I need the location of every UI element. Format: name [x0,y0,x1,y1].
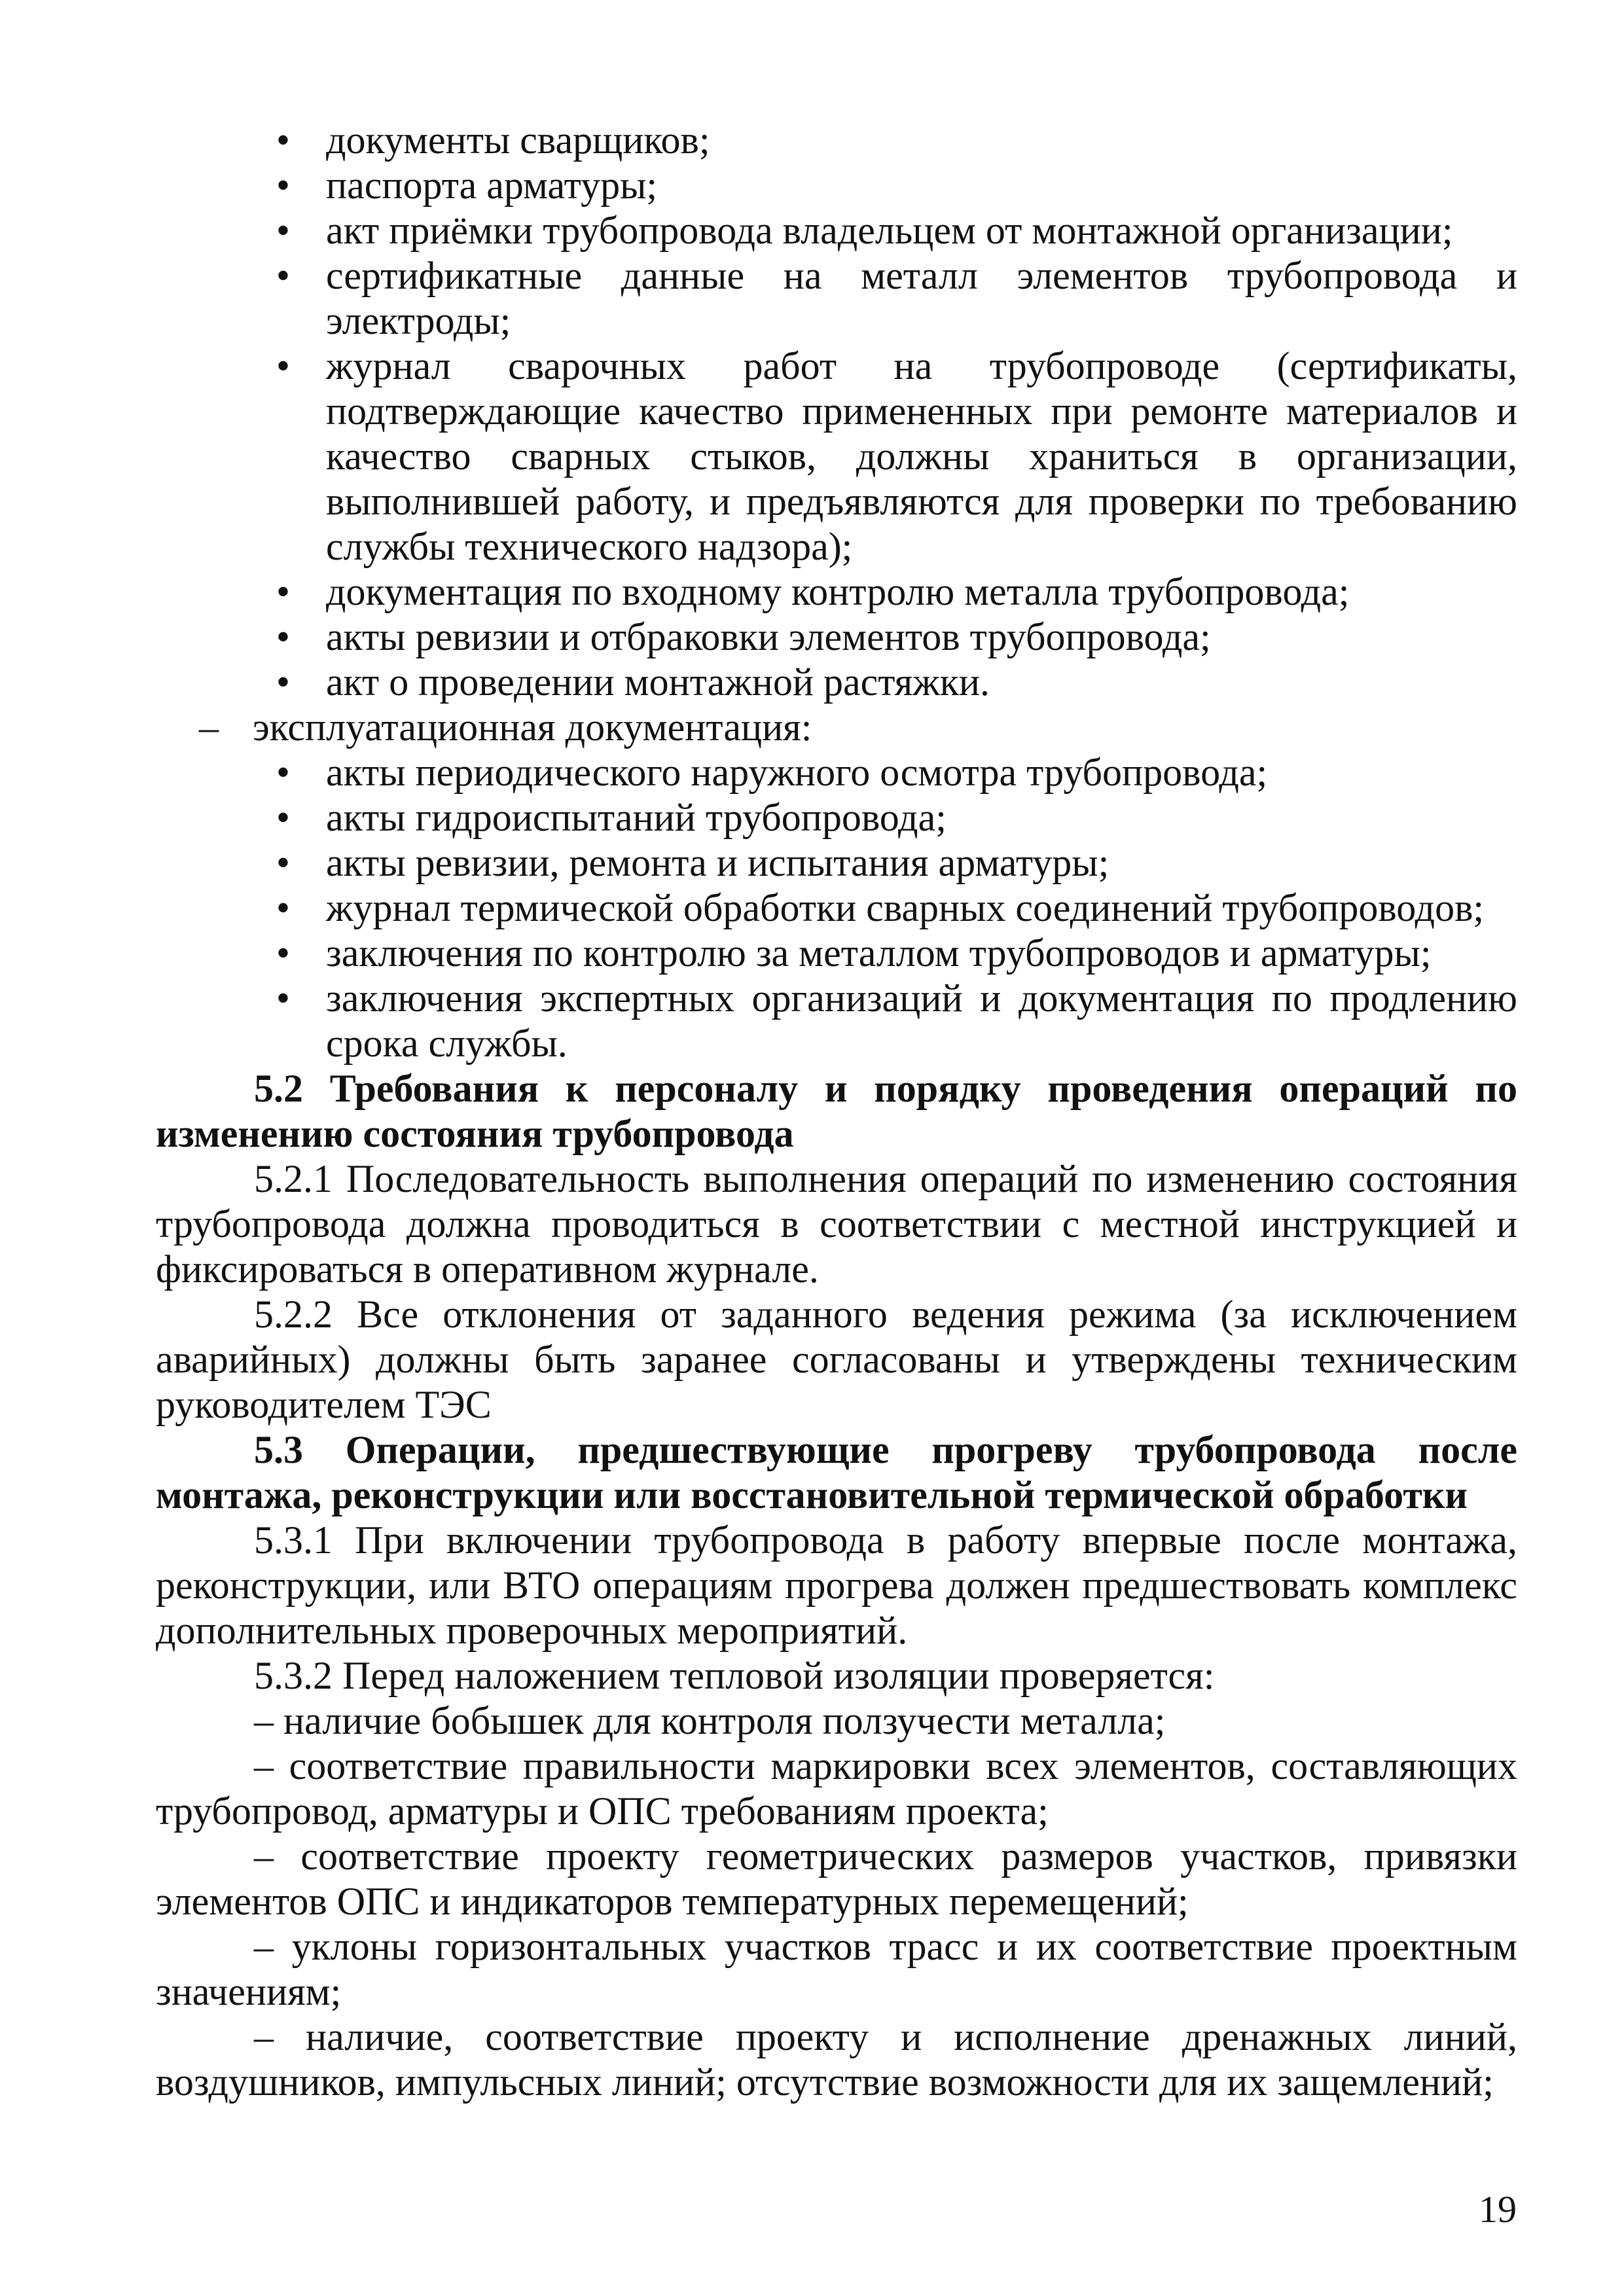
paragraph-5-3-2: 5.3.2 Перед наложением тепловой изоляции проверяется: [254,1654,1215,1697]
list-item: • акты гидроиспытаний трубопровода; [326,795,1517,840]
check-item: – соответствие правильности маркировки всех элементов, составляющих трубопровод, арматуры и ОПС требованиям проекта; [156,1744,1517,1833]
document-body [156,118,1517,2105]
list-item: • акты периодического наружного осмотра трубопровода; [326,750,1517,795]
list-item: • документы сварщиков; [326,118,1517,163]
list-item: • сертификатные данные на металл элементов трубопровода и электроды; [326,253,1517,344]
check-item: – наличие, соответствие проекту и исполнение дренажных линий, воздушников, импульсных линий; отсутствие возможности для их защемлений; [156,2015,1517,2104]
list-item: • акты ревизии, ремонта и испытания арматуры; [326,840,1517,886]
paragraph-5-2-1: 5.2.1 Последовательность выполнения операций по изменению состояния трубопровода должна проводиться в соответствии с местной инструкцией и фиксироваться в оперативном журнале. [156,1157,1517,1291]
list-item: • заключения экспертных организаций и документация по продлению срока службы. [326,976,1517,1066]
list-item: • заключения по контролю за металлом трубопроводов и арматуры; [326,931,1517,976]
dash-marker: – [199,706,219,749]
section-5-2-heading: 5.2 Требования к персоналу и порядку проведения операций по изменению состояния трубопровода [156,1067,1517,1155]
page-number: 19 [1479,2188,1517,2231]
operational-docs-label: эксплуатационная документация: [253,706,812,749]
list-item: • паспорта арматуры; [326,163,1517,208]
list-item: • акты ревизии и отбраковки элементов трубопровода; [326,615,1517,660]
installation-documents-list [156,118,1517,705]
list-item: • документация по входному контролю металла трубопровода; [326,569,1517,615]
paragraph-5-3-1: 5.3.1 При включении трубопровода в работу впервые после монтажа, реконструкции, или ВТО операциям прогрева должен предшествовать комплекс дополнительных проверочных мероприятий. [156,1518,1517,1652]
check-item: – наличие бобышек для контроля ползучести металла; [254,1699,1166,1742]
section-5-3-heading: 5.3 Операции, предшествующие прогреву трубопровода после монтажа, реконструкции или восстановительной термической обработки [156,1428,1517,1516]
check-item: – уклоны горизонтальных участков трасс и их соответствие проектным значениям; [156,1925,1517,2013]
operational-docs-heading [156,705,1517,750]
list-item: • журнал сварочных работ на трубопроводе (сертификаты, подтверждающие качество примененных при ремонте материалов и качество сварных стыков, должны храниться в организации, выполнившей работу, и предъявляются для проверки по требованию службы технического надзора); [326,344,1517,569]
paragraph-5-2-2: 5.2.2 Все отклонения от заданного ведения режима (за исключением аварийных) должны быть заранее согласованы и утверждены техническим руководителем ТЭС [156,1293,1517,1426]
list-item: • акт о проведении монтажной растяжки. [326,660,1517,705]
operational-documents-list [156,750,1517,1066]
check-item: – соответствие проекту геометрических размеров участков, привязки элементов ОПС и индикаторов температурных перемещений; [156,1835,1517,1923]
list-item: • журнал термической обработки сварных соединений трубопроводов; [326,886,1517,931]
list-item: • акт приёмки трубопровода владельцем от монтажной организации; [326,208,1517,253]
